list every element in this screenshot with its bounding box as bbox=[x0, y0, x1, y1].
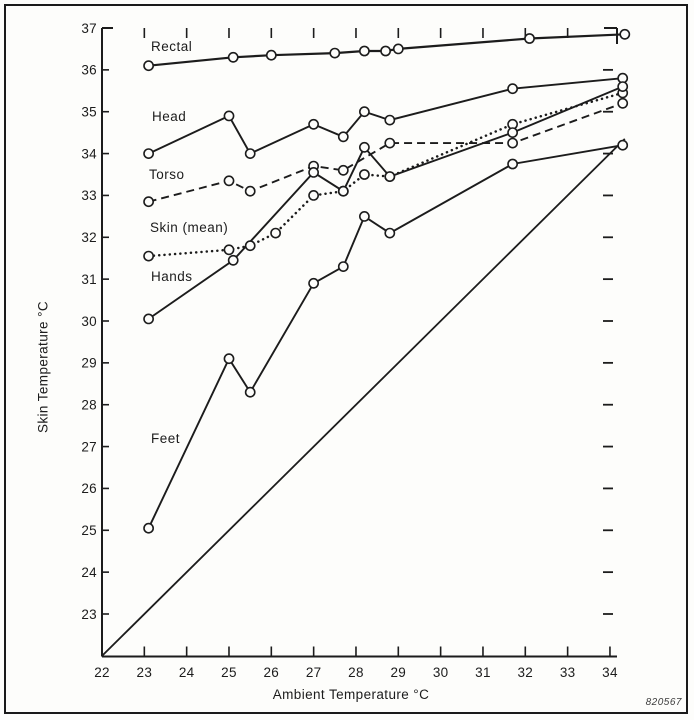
x-tick-label: 28 bbox=[348, 665, 364, 680]
y-tick-label: 35 bbox=[81, 104, 97, 120]
x-tick-label: 33 bbox=[559, 665, 576, 680]
data-point-marker bbox=[385, 116, 394, 125]
y-tick-label: 25 bbox=[81, 523, 97, 539]
markers-feet bbox=[144, 141, 627, 533]
data-point-marker bbox=[144, 149, 153, 158]
data-point-marker bbox=[360, 212, 369, 221]
x-tick-label: 31 bbox=[475, 665, 491, 680]
data-point-marker bbox=[309, 191, 318, 200]
y-tick-label: 27 bbox=[81, 439, 97, 455]
x-tick-label: 23 bbox=[136, 665, 153, 680]
data-point-marker bbox=[144, 314, 153, 323]
data-point-marker bbox=[309, 279, 318, 288]
series-label-hands: Hands bbox=[151, 269, 193, 284]
data-point-marker bbox=[381, 46, 390, 55]
data-point-marker bbox=[360, 46, 369, 55]
data-point-marker bbox=[144, 524, 153, 533]
x-tick-label: 30 bbox=[432, 665, 449, 680]
data-point-marker bbox=[246, 241, 255, 250]
data-point-marker bbox=[339, 132, 348, 141]
data-point-marker bbox=[309, 120, 318, 129]
series-label-head: Head bbox=[152, 109, 187, 124]
series-label-rectal: Rectal bbox=[151, 39, 193, 54]
series-label-feet: Feet bbox=[151, 431, 181, 446]
data-point-marker bbox=[385, 139, 394, 148]
y-axis-title: Skin Temperature °C bbox=[35, 300, 51, 434]
x-tick-label: 25 bbox=[221, 665, 237, 680]
data-point-marker bbox=[339, 262, 348, 271]
data-point-marker bbox=[246, 187, 255, 196]
data-point-marker bbox=[508, 128, 517, 137]
y-tick-label: 32 bbox=[81, 230, 97, 246]
series-markers bbox=[144, 30, 629, 533]
series-line-feet bbox=[149, 145, 623, 528]
data-point-marker bbox=[360, 143, 369, 152]
x-tick-label: 22 bbox=[94, 665, 110, 680]
y-tick-label: 30 bbox=[81, 313, 97, 329]
data-point-marker bbox=[224, 245, 233, 254]
data-point-marker bbox=[229, 256, 238, 265]
series-label-skin-mean: Skin (mean) bbox=[150, 220, 229, 235]
x-tick-label: 27 bbox=[305, 665, 322, 680]
y-tick-label: 33 bbox=[81, 188, 97, 204]
data-point-marker bbox=[339, 166, 348, 175]
y-tick-label: 36 bbox=[81, 62, 97, 78]
x-tick-label: 34 bbox=[602, 665, 618, 680]
data-point-marker bbox=[508, 84, 517, 93]
data-point-marker bbox=[385, 229, 394, 238]
data-point-marker bbox=[525, 34, 534, 43]
data-point-marker bbox=[144, 252, 153, 261]
data-point-marker bbox=[508, 139, 517, 148]
data-point-marker bbox=[330, 49, 339, 58]
data-point-marker bbox=[394, 44, 403, 53]
data-point-marker bbox=[224, 176, 233, 185]
x-tick-label: 32 bbox=[517, 665, 534, 680]
data-point-marker bbox=[618, 141, 627, 150]
data-point-marker bbox=[229, 53, 238, 62]
data-point-marker bbox=[144, 197, 153, 206]
x-tick-label: 26 bbox=[263, 665, 280, 680]
y-tick-label: 28 bbox=[81, 397, 97, 413]
data-point-marker bbox=[339, 187, 348, 196]
y-tick-label: 24 bbox=[81, 564, 97, 580]
y-tick-label: 26 bbox=[81, 481, 97, 497]
y-tick-label: 37 bbox=[81, 20, 97, 36]
figure-number: 820567 bbox=[645, 697, 682, 708]
data-point-marker bbox=[618, 82, 627, 91]
markers-rectal bbox=[144, 30, 629, 71]
data-point-marker bbox=[224, 111, 233, 120]
data-point-marker bbox=[246, 388, 255, 397]
x-tick-label: 29 bbox=[390, 665, 407, 680]
x-tick-label: 24 bbox=[178, 665, 195, 680]
series-label-torso: Torso bbox=[149, 167, 185, 182]
data-point-marker bbox=[246, 149, 255, 158]
data-point-marker bbox=[267, 51, 276, 60]
data-point-marker bbox=[309, 168, 318, 177]
data-point-marker bbox=[620, 30, 629, 39]
data-point-marker bbox=[224, 354, 233, 363]
series-lines bbox=[102, 34, 625, 656]
data-point-marker bbox=[385, 172, 394, 181]
data-point-marker bbox=[360, 107, 369, 116]
y-tick-label: 29 bbox=[81, 355, 97, 371]
data-point-marker bbox=[508, 159, 517, 168]
x-axis-title: Ambient Temperature °C bbox=[272, 687, 430, 702]
y-tick-label: 31 bbox=[81, 271, 97, 287]
data-point-marker bbox=[360, 170, 369, 179]
data-point-marker bbox=[618, 99, 627, 108]
data-point-marker bbox=[144, 61, 153, 70]
y-tick-label: 23 bbox=[81, 606, 97, 622]
y-tick-label: 34 bbox=[81, 146, 97, 162]
data-point-marker bbox=[271, 229, 280, 238]
